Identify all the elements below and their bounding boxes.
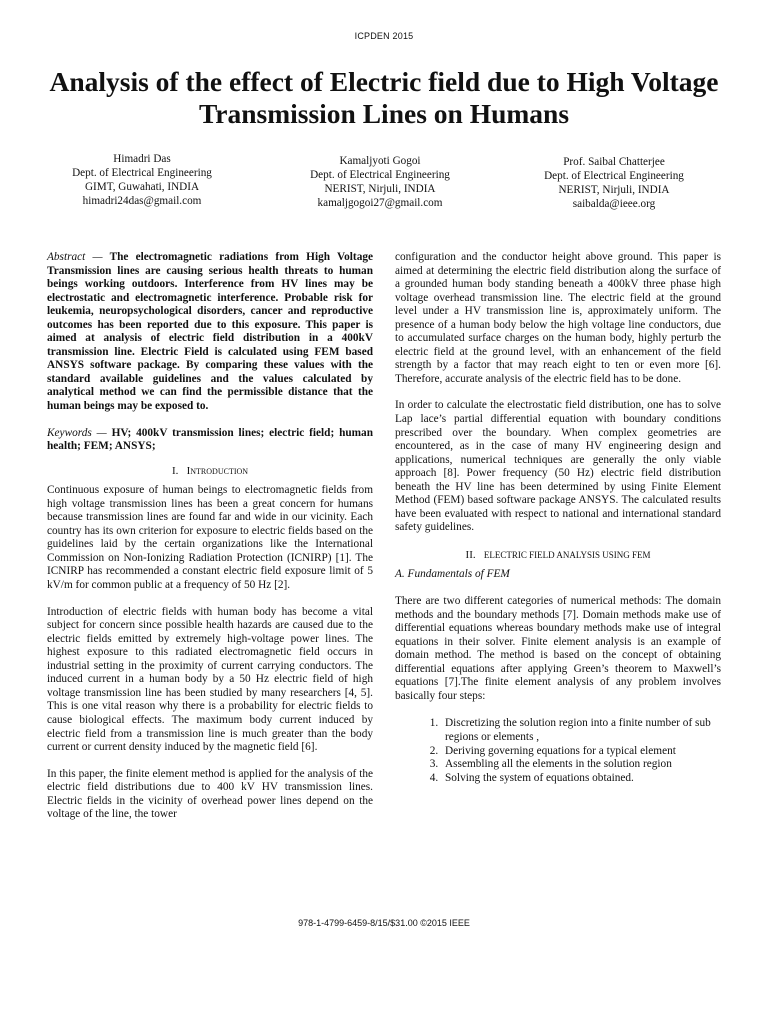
author-block bbox=[32, 152, 252, 208]
section-number: II. bbox=[465, 548, 476, 561]
author-dept: Dept. of Electrical Engineering bbox=[72, 167, 212, 179]
abstract-text: The electromagnetic radiations from High Voltage Transmission lines are causing serious health threats to human beings working outdoors. Interference from HV lines may be electrostatic and electromagnetic interference. Probable risk for leukemia, neuropsychological disorders, cancer and reproductive outcomes has been reported due to this exposure. This paper is aimed at analysis of electric field distribution in a 400kV transmission line. Electric Field is calculated using FEM based ANSYS software package. By comparing these values with the standard available guidelines and the values calculated by analytical method we can find the permissible distance that the human beings may be exposed to. bbox=[47, 251, 374, 413]
author-name: Himadri Das bbox=[113, 153, 171, 165]
list-item: 4. Solving the system of equations obtained. bbox=[441, 772, 721, 786]
subsection-heading: A. Fundamentals of FEM bbox=[395, 568, 510, 581]
abstract bbox=[47, 251, 373, 414]
paragraph: Continuous exposure of human beings to electromagnetic fields from high voltage transmission lines has been a great concern for humans because transmission lines are found far and wide in our vicinity. Each country has its own criterion for exposure to electric fields based on the guidelines laid by the certain organizations like the International Commission on Non-Ionizing Radiation Protection (ICNIRP) [1]. The ICNIRP has recommended a constant electric field exposure limit of 5 kV/m for common public at a frequency of 50 Hz [2]. bbox=[47, 484, 373, 592]
right-column bbox=[395, 251, 721, 785]
author-name: Kamaljyoti Gogoi bbox=[339, 155, 421, 167]
author-name: Prof. Saibal Chatterjee bbox=[563, 156, 665, 168]
paragraph: In this paper, the finite element method is applied for the analysis of the electric field distributions due to 400 kV HV transmission lines. Electric fields in the vicinity of overhead power lines depend on the voltage of the line, the tower bbox=[47, 767, 373, 821]
author-email[interactable]: kamaljgogoi27@gmail.com bbox=[317, 197, 443, 209]
abstract-label: Abstract — bbox=[47, 251, 103, 263]
author-email[interactable]: himadri24das@gmail.com bbox=[82, 195, 202, 207]
author-institution: GIMT, Guwahati, INDIA bbox=[84, 181, 200, 193]
steps-list bbox=[395, 717, 721, 785]
list-item: 3. Assembling all the elements in the solution region bbox=[441, 758, 721, 772]
section-number: I. bbox=[171, 464, 179, 477]
author-institution: NERIST, Nirjuli, INDIA bbox=[324, 183, 436, 195]
section-title: ELECTRIC FIELD ANALYSIS USING FEM bbox=[483, 549, 651, 560]
section-heading-introduction bbox=[47, 465, 373, 479]
paragraph: configuration and the conductor height above ground. This paper is aimed at determining the electric field distribution along the surface of a grounded human body standing beneath a 400kV three phase high voltage overhead transmission line. The electric field at the ground level under a HV transmission line is, approximately uniform. The presence of a human body below the high voltage line conductors, due to accumulated surface charges on the human body, highly perturb the electric field at the ground level, with an enhancement of the field strength by a factor that may reach eight to ten or even more [6]. Therefore, accurate analysis of the electric field has to be done. bbox=[395, 251, 721, 385]
left-column bbox=[47, 251, 373, 822]
author-block bbox=[504, 155, 724, 211]
author-email[interactable]: saibalda@ieee.org bbox=[572, 198, 656, 210]
keywords-text: HV; 400kV transmission lines; electric field; human health; FEM; ANSYS; bbox=[47, 426, 373, 453]
conference-header: ICPDEN 2015 bbox=[354, 31, 414, 41]
paragraph: There are two different categories of numerical methods: The domain methods and the boundary methods [7]. Domain methods make use of differential equations whereas boundary methods make use of integral equations in their solver. Finite element analysis is an example of domain method. The method is based on the concept of obtaining differential equations after applying Green’s theorem to Maxwell’s equations [7].The finite element analysis of any problem involves basically four steps: bbox=[395, 595, 721, 702]
copyright-footer: 978-1-4799-6459-8/15/$31.00 ©2015 IEEE bbox=[298, 918, 470, 928]
author-block bbox=[270, 154, 490, 210]
author-institution: NERIST, Nirjuli, INDIA bbox=[558, 184, 670, 196]
list-item: 2. Deriving governing equations for a typical element bbox=[441, 745, 721, 759]
paragraph: Introduction of electric fields with human body has become a vital subject for concern since possible health hazards are caused due to the electric fields emitted by extremely high-voltage power lines. The highest exposure to this radiated electromagnetic field occurs in industrial setting in the proximity of current carrying conductors. The induced current in a human body by a 50 Hz electric field of high voltage transmission line has been studied by many researchers [4, 5]. This is one vital reason why there is a probability for electric fields to cause biological effects. The maximum body current induced by electric field from a transmission line is much greater than the body current or current density induced by the magnetic field [6]. bbox=[47, 605, 373, 754]
list-item: 1. Discretizing the solution region into a finite number of sub regions or elements , bbox=[441, 717, 721, 744]
keywords-label: Keywords — bbox=[47, 426, 107, 439]
paragraph: In order to calculate the electrostatic field distribution, one has to solve Lap lace’s partial differential equation with boundary conditions prescribed over the boundary. When complex geometries are encountered, as in the case of many HV engineering design and applications, numerical techniques are generally the only viable approach [8]. Power frequency (50 Hz) electric field distribution beneath the HV line has been determined by using Finite Element Method (FEM) based software package ANSYS. The calculated results have been evaluated with respect to national and international standard safety guidelines. bbox=[395, 399, 721, 534]
section-title: Introduction bbox=[186, 464, 249, 477]
keywords bbox=[47, 427, 373, 454]
section-heading-fem bbox=[395, 549, 721, 563]
author-dept: Dept. of Electrical Engineering bbox=[310, 169, 450, 181]
author-dept: Dept. of Electrical Engineering bbox=[544, 170, 684, 182]
paper-title: Analysis of the effect of Electric field due to High Voltage Transmission Lines on Humans bbox=[49, 66, 719, 129]
